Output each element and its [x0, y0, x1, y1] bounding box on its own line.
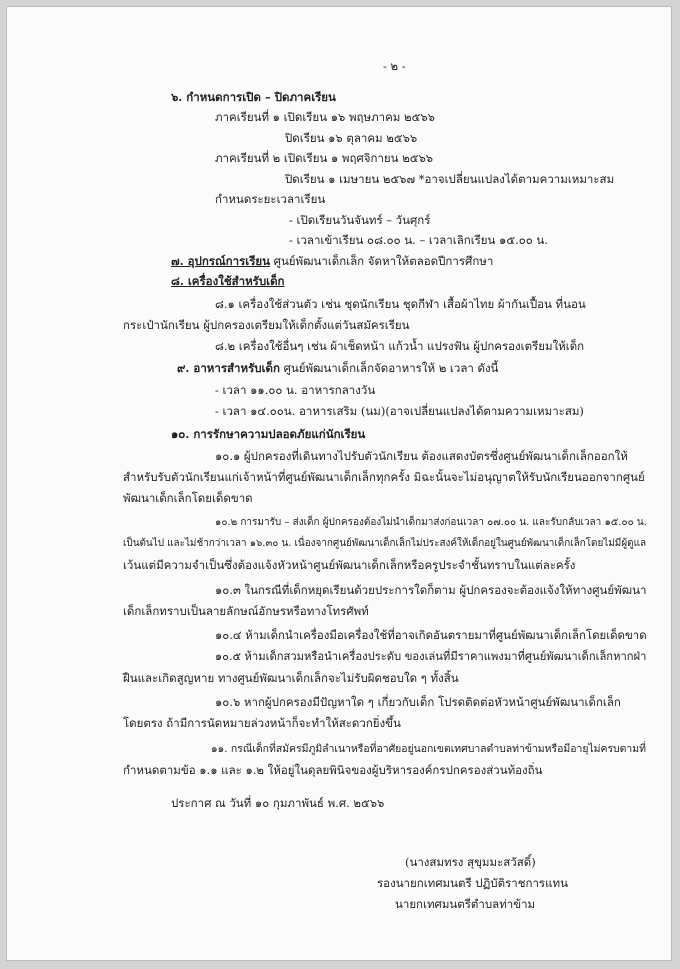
- section-10-4: ๑๐.๔ ห้ามเด็กนำเครื่องมือเครื่องใช้ที่อาจเกิดอันตรายมาที่ศูนย์พัฒนาเด็กเล็กโดยเด็ดขาด: [215, 628, 647, 642]
- section-8-heading: ๘. เครื่องใช้สำหรับเด็ก: [171, 274, 285, 288]
- meal-lunch: - เวลา ๑๑.๐๐ น. อาหารกลางวัน: [215, 383, 376, 397]
- section-11-line2: กำหนดตามข้อ ๑.๑ และ ๑.๒ ให้อยู่ในดุลยพินิจของผู้บริหารองค์กรปกครองส่วนท้องถิ่น: [123, 763, 543, 777]
- section-10-6-line1: ๑๐.๖ หากผู้ปกครองมีปัญหาใด ๆ เกี่ยวกับเด็ก โปรดติดต่อหัวหน้าศูนย์พัฒนาเด็กเล็ก: [215, 695, 621, 709]
- section-7-heading: ๗. อุปกรณ์การเรียน: [171, 254, 270, 268]
- section-8-2: ๘.๒ เครื่องใช้อื่นๆ เช่น ผ้าเช็ดหน้า แก้วน้ำ แปรงฟัน ผู้ปกครองเตรียมให้เด็ก: [215, 339, 585, 353]
- section-10-2-line3: เว้นแต่มีความจำเป็นซึ่งต้องแจ้งหัวหน้าศูนย์พัฒนาเด็กเล็กหรือครูประจำชั้นทราบในแต่ละครั้ง: [123, 558, 576, 572]
- section-10-heading: ๑๐. การรักษาความปลอดภัยแก่นักเรียน: [171, 427, 366, 441]
- section-10-3-line2: เด็กเล็กทราบเป็นลายลักษณ์อักษรหรือทางโทรศัพท์: [123, 604, 369, 618]
- section-11-line1: ๑๑. กรณีเด็กที่สมัครมีภูมิลำเนาหรือที่อาศัยอยู่นอกเขตเทศบาลตำบลท่าข้ามหรือมีอายุไม่ครบตามที่: [211, 743, 646, 755]
- term2-close: ปิดเรียน ๑ เมษายน ๒๕๖๗ *อาจเปลี่ยนแปลงได้ตามความเหมาะสม: [285, 172, 615, 186]
- section-7: [171, 254, 493, 268]
- announcement-date: ประกาศ ณ วันที่ ๑๐ กุมภาพันธ์ พ.ศ. ๒๕๖๖: [171, 796, 385, 810]
- section-9-text: ศูนย์พัฒนาเด็กเล็กจัดอาหารให้ ๒ เวลา ดังนี้: [283, 361, 499, 375]
- section-10-2-line1: ๑๐.๒ การมารับ – ส่งเด็ก ผู้ปกครองต้องไม่นำเด็กมาส่งก่อนเวลา ๐๗.๐๐ น. และรับกลับเวลา ๑๕.๐๐ น.: [215, 517, 647, 528]
- section-9: [177, 361, 498, 375]
- school-times: - เวลาเข้าเรียน ๐๘.๐๐ น. – เวลาเลิกเรียน ๑๕.๐๐ น.: [289, 233, 548, 247]
- signatory-position-2: นายกเทศมนตรีตำบลท่าข้าม: [395, 897, 536, 911]
- section-10-1-line3: พัฒนาเด็กเล็กโดยเด็ดขาด: [123, 491, 253, 505]
- period-label: กำหนดระยะเวลาเรียน: [215, 192, 326, 206]
- term2-open: ภาคเรียนที่ ๒ เปิดเรียน ๑ พฤศจิกายน ๒๕๖๖: [215, 151, 434, 165]
- section-10-2-line2: เป็นต้นไป และไม่ช้ากว่าเวลา ๑๖.๓๐ น. เนื่องจากศูนย์พัฒนาเด็กเล็กไม่ประสงค์ให้เด็กอยู่ในศูนย์พัฒนาเด็กเล็กโดยไม่มีผู้ดูแล: [123, 538, 647, 549]
- signatory-name: (นางสมทรง สุขุมมะสวัสดิ์): [405, 855, 536, 869]
- term1-open: ภาคเรียนที่ ๑ เปิดเรียน ๑๖ พฤษภาคม ๒๕๖๖: [215, 110, 435, 124]
- document-page: [6, 6, 672, 961]
- school-days: - เปิดเรียนวันจันทร์ – วันศุกร์: [289, 213, 431, 227]
- section-10-3-line1: ๑๐.๓ ในกรณีที่เด็กหยุดเรียนด้วยประการใดก็ตาม ผู้ปกครองจะต้องแจ้งให้ทางศูนย์พัฒนา: [215, 583, 647, 597]
- page-number: - ๒ -: [383, 59, 406, 73]
- section-10-5-line1: ๑๐.๕ ห้ามเด็กสวมหรือนำเครื่องประดับ ของเล่นที่มีราคาแพงมาที่ศูนย์พัฒนาเด็กเล็กหากฝ่า: [215, 650, 647, 663]
- section-10-1-line2: สำหรับรับตัวนักเรียนแก่เจ้าหน้าที่ศูนย์พัฒนาเด็กเล็กทุกครั้ง มิฉะนั้นจะไม่อนุญาตให้รับนักเรียนออกจากศูนย์: [123, 470, 645, 484]
- section-8-1-line1: ๘.๑ เครื่องใช้ส่วนตัว เช่น ชุดนักเรียน ชุดกีฬา เสื้อผ้าไทย ผ้ากันเปื้อน ที่นอน: [215, 297, 586, 311]
- section-10-5-line2: ฝืนและเกิดสูญหาย ทางศูนย์พัฒนาเด็กเล็กจะไม่รับผิดชอบใด ๆ ทั้งสิ้น: [123, 671, 459, 685]
- term1-close: ปิดเรียน ๑๖ ตุลาคม ๒๕๖๖: [285, 131, 418, 145]
- section-8-1-line2: กระเป๋านักเรียน ผู้ปกครองเตรียมให้เด็กตั้งแต่วันสมัครเรียน: [123, 318, 410, 332]
- section-10-6-line2: โดยตรง ถ้ามีการนัดหมายล่วงหน้าก็จะทำให้สะดวกยิ่งขึ้น: [123, 716, 401, 730]
- section-6-heading: ๖. กำหนดการเปิด – ปิดภาคเรียน: [171, 90, 336, 104]
- section-7-text: ศูนย์พัฒนาเด็กเล็ก จัดหาให้ตลอดปีการศึกษา: [273, 254, 494, 268]
- section-10-1-line1: ๑๐.๑ ผู้ปกครองที่เดินทางไปรับตัวนักเรียน ต้องแสดงบัตรซึ่งศูนย์พัฒนาเด็กเล็กออกให้: [215, 449, 628, 463]
- meal-snack: - เวลา ๑๔.๐๐น. อาหารเสริม (นม)(อาจเปลี่ยนแปลงได้ตามความเหมาะสม): [215, 404, 584, 418]
- signatory-position: รองนายกเทศมนตรี ปฏิบัติราชการแทน: [377, 876, 568, 890]
- section-9-heading: ๙. อาหารสำหรับเด็ก: [177, 361, 280, 375]
